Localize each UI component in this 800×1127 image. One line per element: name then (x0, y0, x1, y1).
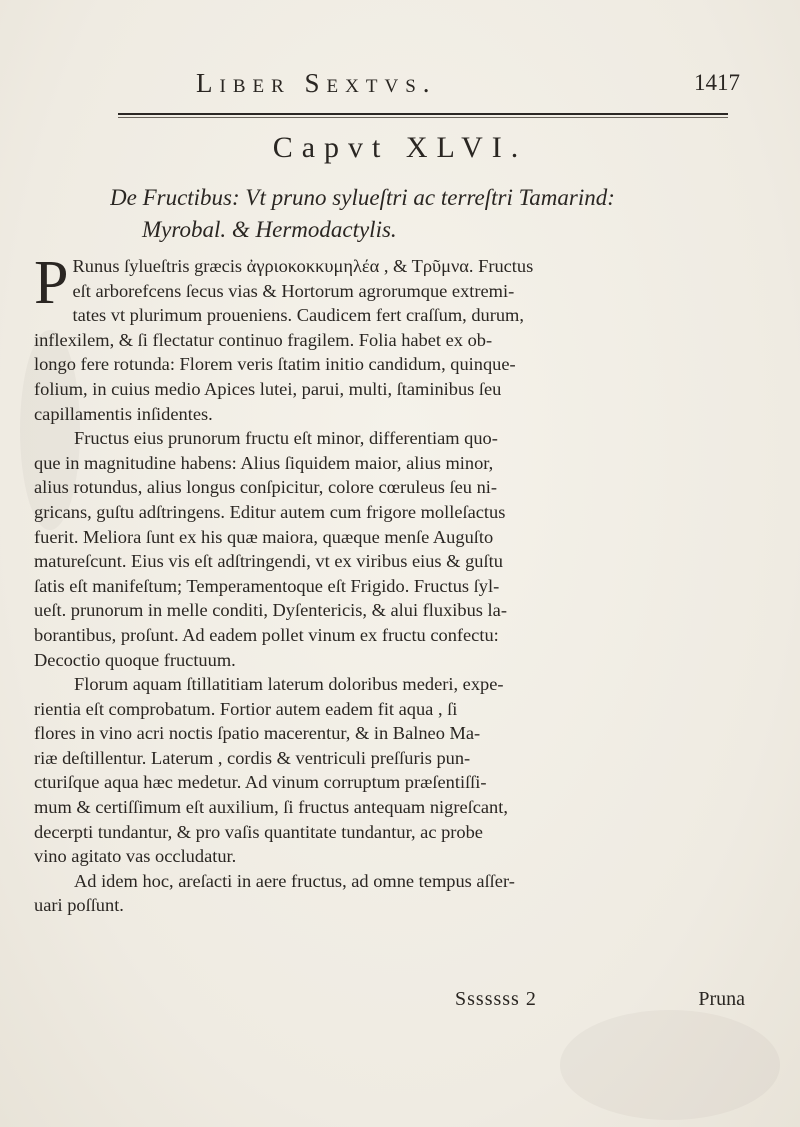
text-line: uari poſſunt. (34, 895, 124, 916)
body-text (34, 249, 734, 918)
text-line: decerpti tundantur, & pro vaſis quantitate tundantur, ac probe (34, 821, 483, 842)
text-line: inflexilem, & ſi flectatur continuo fragilem. Folia habet ex ob- (34, 329, 493, 350)
chapter-heading: Capvt XLVI. (272, 131, 528, 164)
text-line: Runus ſylueſtris græcis ἀγριοκοκκυμηλέα , & Τρῦμνα. Fructus (72, 256, 534, 276)
text-line: longo fere rotunda: Florem veris ſtatim initio candidum, quinque- (34, 354, 516, 375)
text-line: fuerit. Meliora ſunt ex his quæ maiora, quæque menſe Auguſto (34, 526, 494, 547)
text-line: riæ deſtillentur. Laterum , cordis & ventriculi preſſuris pun- (34, 747, 471, 768)
text-line: borantibus, proſunt. Ad eadem pollet vinum ex fructu confectu: (34, 624, 499, 645)
header-rule (118, 113, 728, 115)
text-line: Fructus eius prunorum fructu eſt minor, differentiam quo- (74, 428, 498, 449)
text-line: rientia eſt comprobatum. Fortior autem eadem fit aqua , ſi (34, 698, 458, 719)
text-line: que in magnitudine habens: Alius ſiquidem maior, alius minor, (34, 452, 494, 473)
paragraph (34, 869, 734, 918)
text-line: vino agitato vas occludatur. (34, 846, 237, 867)
catchword: Pruna (698, 988, 745, 1010)
signature-mark: Sssssss 2 (455, 988, 537, 1010)
text-line: folium, in cuius medio Apices lutei, parui, multi, ſtaminibus ſeu (34, 378, 502, 399)
text-line: Florum aquam ſtillatitiam laterum doloribus mederi, expe- (74, 674, 504, 695)
drop-cap: P (34, 249, 69, 317)
paper-stain (560, 1010, 780, 1120)
paragraph (34, 249, 734, 426)
page-number: 1417 (694, 70, 740, 95)
subtitle-line: De Fructibus: Vt pruno sylueſtri ac terreſtri Tamarind: (110, 185, 615, 210)
text-line: cturiſque aqua hæc medetur. Ad vinum corruptum præſentiſſi- (34, 772, 487, 793)
text-line: mum & certiſſimum eſt auxilium, ſi fructus antequam nigreſcant, (34, 797, 508, 818)
text-line: gricans, guſtu adſtringens. Editur autem cum frigore molleſactus (34, 501, 506, 522)
text-line: eſt arborefcens ſecus vias & Hortorum agrorumque extremi- (72, 280, 515, 301)
text-line: capillamentis inſidentes. (34, 403, 213, 424)
text-line: Ad idem hoc, areſacti in aere fructus, ad omne tempus aſſer- (74, 870, 515, 891)
text-line: ueſt. prunorum in melle conditi, Dyſentericis, & alui fluxibus la- (34, 600, 507, 621)
text-line: Decoctio quoque fructuum. (34, 649, 236, 670)
text-line: ſatis eſt manifeſtum; Temperamentoque eſt Frigido. Fructus ſyl- (34, 575, 500, 596)
running-title: Liber Sextvs. (196, 68, 437, 98)
paragraph (34, 426, 734, 672)
running-header (196, 68, 740, 102)
subtitle-line: Myrobal. & Hermodactylis. (142, 217, 397, 242)
text-line: matureſcunt. Eius vis eſt adſtringendi, vt ex viribus eius & guſtu (34, 551, 503, 572)
chapter-subtitle (110, 182, 750, 246)
text-line: alius rotundus, alius longus conſpicitur, colore cœruleus ſeu ni- (34, 477, 498, 498)
header-rule-thin (118, 117, 728, 118)
text-line: tates vt plurimum proueniens. Caudicem fert craſſum, durum, (72, 305, 524, 326)
paragraph (34, 672, 734, 869)
text-line: flores in vino acri noctis ſpatio macerentur, & in Balneo Ma- (34, 723, 481, 744)
